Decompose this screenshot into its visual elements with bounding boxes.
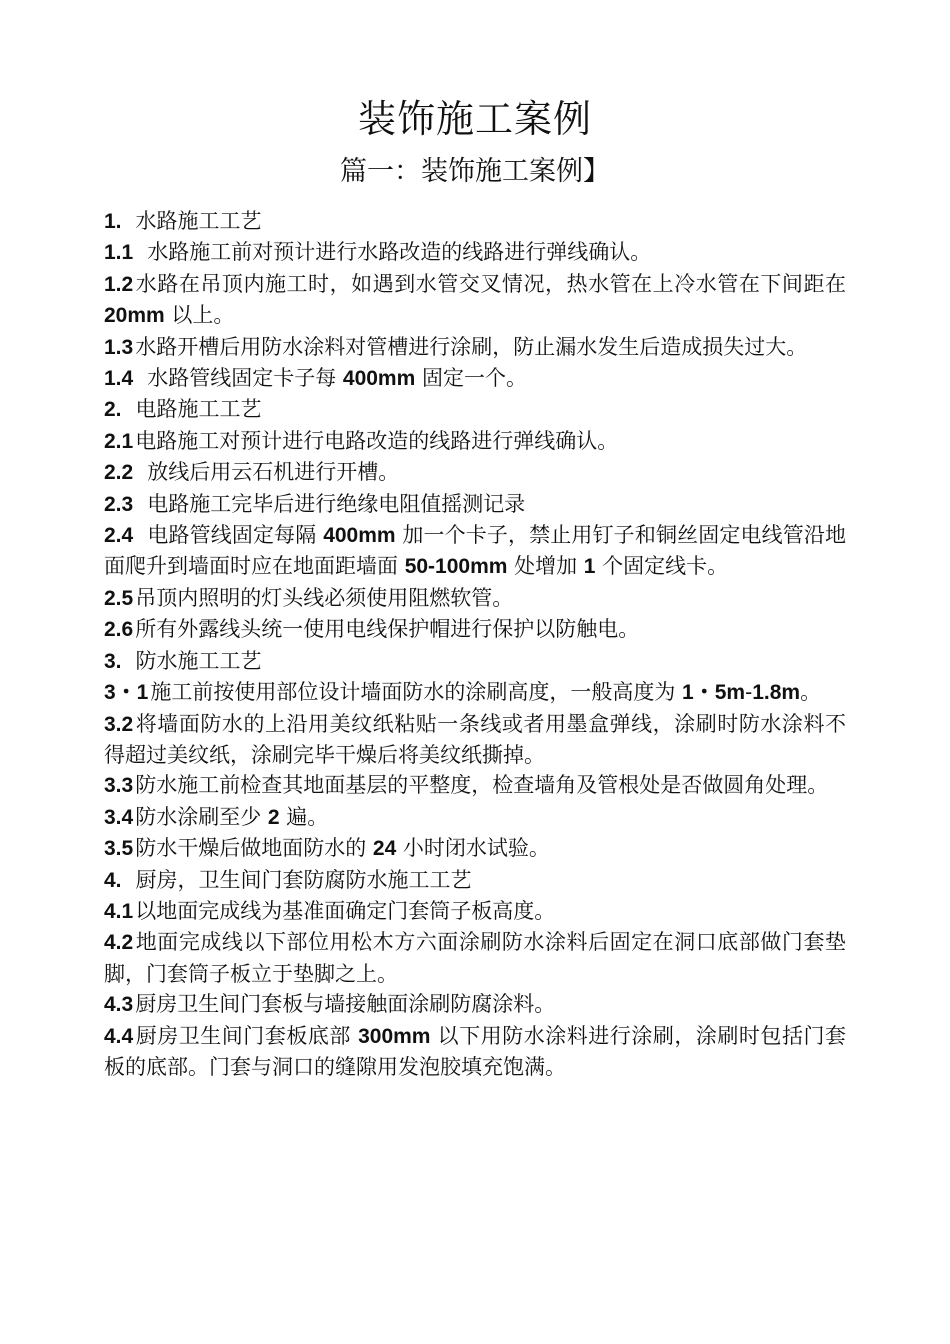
- section-number: 4.4: [104, 1024, 134, 1048]
- paragraph: [104, 1021, 846, 1083]
- section-number: 2.1: [104, 429, 134, 453]
- paragraph: [104, 489, 846, 520]
- paragraph: [104, 394, 846, 425]
- paragraph-text: 电路施工工艺: [135, 397, 262, 422]
- paragraph: [104, 457, 846, 488]
- paragraph-text: 放线后用云石机进行开槽。: [147, 460, 400, 485]
- paragraph: [104, 989, 846, 1020]
- paragraph-text: 防水施工前检查其地面基层的平整度，检查墙角及管根处是否做圆角处理。: [135, 773, 829, 798]
- paragraph-text: 防水涂刷至少 2 遍。: [135, 804, 329, 829]
- paragraph-text: 厨房卫生间门套板与墙接触面涂刷防腐涂料。: [135, 992, 556, 1017]
- paragraph: [104, 520, 846, 583]
- paragraph: [104, 833, 846, 864]
- paragraph-text: 水路施工工艺: [135, 209, 262, 233]
- paragraph-text: 电路施工完毕后进行绝缘电阻值摇测记录: [147, 491, 526, 516]
- section-number: 4.1: [104, 899, 134, 923]
- section-number: 1.4: [104, 367, 134, 391]
- paragraph-text: 水路管线固定卡子每 400mm 固定一个。: [147, 366, 527, 391]
- paragraph: [104, 770, 846, 801]
- paragraph-text: 电路管线固定每隔 400mm 加一个卡子，禁止用钉子和铜丝固定电线管沿地面爬升到墙面时应在地面距墙面 50-100mm 处增加 1 个固定线卡。: [104, 523, 846, 579]
- document-body: [104, 206, 846, 1082]
- paragraph: [104, 927, 846, 989]
- section-number: 1.1: [104, 241, 134, 265]
- paragraph-text: 水路在吊顶内施工时，如遇到水管交叉情况，热水管在上冷水管在下间距在 20mm 以上。: [104, 271, 846, 328]
- section-number: 2.5: [104, 586, 134, 610]
- document-subtitle: 篇一：装饰施工案例】: [340, 156, 610, 187]
- paragraph: [104, 646, 846, 677]
- section-number: 3.4: [104, 805, 134, 829]
- paragraph: [104, 896, 846, 927]
- section-number: 3.2: [104, 712, 134, 736]
- section-number: 3.: [104, 649, 122, 673]
- section-number: 2.: [104, 398, 122, 422]
- paragraph: [104, 206, 846, 237]
- paragraph: [104, 614, 846, 645]
- section-number: 2.6: [104, 618, 134, 642]
- paragraph-text: 地面完成线以下部位用松木方六面涂刷防水涂料后固定在洞口底部做门套垫脚，门套筒子板立于垫脚之上。: [104, 930, 846, 986]
- paragraph: [104, 363, 846, 394]
- section-number: 2.3: [104, 492, 134, 516]
- paragraph-text: 防水干燥后做地面防水的 24 小时闭水试验。: [135, 836, 550, 861]
- section-number: 3.5: [104, 837, 134, 861]
- document-title: 装饰施工案例: [357, 97, 592, 141]
- paragraph-text: 厨房，卫生间门套防腐防水施工工艺: [135, 867, 472, 892]
- section-number: 4.: [104, 868, 122, 892]
- paragraph-text: 所有外露线头统一使用电线保护帽进行保护以防触电。: [135, 617, 640, 642]
- paragraph-text: 厨房卫生间门套板底部 300mm 以下用防水涂料进行涂刷，涂刷时包括门套板的底部。门套与洞口的缝隙用发泡胶填充饱满。: [104, 1023, 846, 1079]
- paragraph: [104, 583, 846, 614]
- section-number: 1.3: [104, 335, 134, 359]
- paragraph-text: 防水施工工艺: [135, 648, 262, 673]
- paragraph: [104, 802, 846, 833]
- section-number: 1.2: [104, 272, 134, 296]
- section-number: 2.4: [104, 524, 134, 548]
- paragraph: [104, 426, 846, 457]
- paragraph: [104, 677, 846, 708]
- paragraph: [104, 269, 846, 332]
- section-number: 1.: [104, 210, 122, 233]
- paragraph: [104, 332, 846, 363]
- paragraph-text: 水路开槽后用防水涂料对管槽进行涂刷，防止漏水发生后造成损失过大。: [135, 334, 808, 359]
- section-number: 3・1: [104, 681, 149, 705]
- paragraph-text: 水路施工前对预计进行水路改造的线路进行弹线确认。: [147, 240, 652, 265]
- paragraph-text: 以地面完成线为基准面确定门套筒子板高度。: [135, 898, 556, 923]
- paragraph-text: 施工前按使用部位设计墙面防水的涂刷高度，一般高度为 1・5m-1.8m。: [150, 680, 822, 705]
- paragraph-text: 电路施工对预计进行电路改造的线路进行弹线确认。: [135, 428, 619, 453]
- section-number: 4.3: [104, 993, 134, 1017]
- paragraph-text: 将墙面防水的上沿用美纹纸粘贴一条线或者用墨盒弹线，涂刷时防水涂料不得超过美纹纸，涂刷完毕干燥后将美纹纸撕掉。: [104, 711, 846, 767]
- section-number: 3.3: [104, 774, 134, 798]
- paragraph-text: 吊顶内照明的灯头线必须使用阻燃软管。: [135, 585, 514, 610]
- paragraph: [104, 709, 846, 771]
- section-number: 4.2: [104, 931, 134, 955]
- paragraph: [104, 237, 846, 268]
- section-number: 2.2: [104, 461, 134, 485]
- paragraph: [104, 865, 846, 896]
